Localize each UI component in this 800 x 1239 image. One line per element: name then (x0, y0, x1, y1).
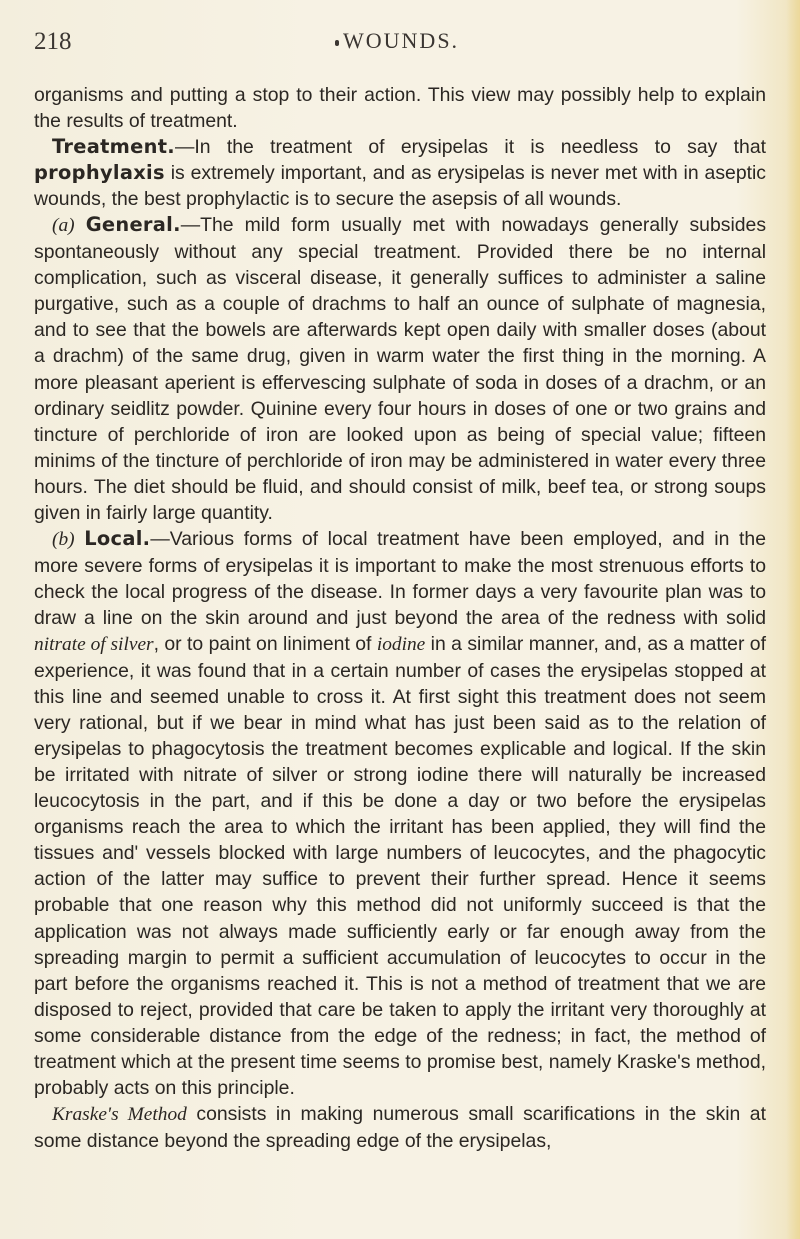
ink-speck (335, 40, 339, 46)
paragraph-kraske (34, 1101, 766, 1154)
subsection-label-b: (b) (52, 528, 75, 550)
page-number: 218 (34, 28, 72, 55)
subsection-heading-local: Local. (84, 526, 151, 550)
paragraph-text: organisms and putting a stop to their action. This view may possibly help to explain the results of treatment. (34, 84, 766, 133)
paragraph-text: consists in making numerous small scarifications in the skin at some distance beyond the spreading edge of the erysipelas, (34, 1102, 766, 1152)
paragraph-text: is extremely important, and as erysipelas is never met with in aseptic wounds, the best prophylactic is to secure the asepsis of all wounds. (34, 162, 766, 211)
paragraph-general (34, 212, 766, 526)
term-prophylaxis: prophylaxis (34, 161, 165, 185)
italic-term-iodine: iodine (376, 633, 426, 655)
paragraph-local (34, 526, 766, 1101)
paragraph-text: , or to paint on liniment of (153, 632, 377, 655)
paragraph-text: —The mild form usually met with nowadays generally subsides spontaneously without any special treatment. Provided there be no internal complication, such as visceral disease, it generally suffices to administer a saline purgative, such as a couple of drachms to half an ounce of sulphate of magnesia, and to see that the bowels are afterwards kept open daily with smaller doses (about a drachm) of the same drug, given in warm water the first thing in the morning. A more pleasant aperient is effervescing sulphate of soda in doses of a drachm, or an ordinary seidlitz powder. Quinine every four hours in doses of one or two grains and tincture of perchloride of iron are looked upon as being of special value; fifteen minims of the tincture of perchloride of iron may be administered in water every three hours. The diet should be fluid, and should consist of milk, beef tea, or strong soups given in fairly large quantity. (34, 214, 767, 524)
paragraph-text: in a similar manner, and, as a matter of experience, it was found that in a certain number of cases the erysipelas stopped at this line and seemed unable to cross it. At first sight this treatment does not seem very rational, but if we bear in mind what has just been said as to the relation of erysipelas to phagocytosis the treatment becomes explicable and logical. If the skin be irritated with nitrate of silver or strong iodine there will naturally be increased leucocytosis in the part, and if this be done a day or two before the erysipelas organisms reach the area to which the irritant has been applied, they will find the tissues and' vessels blocked with large numbers of leucocytes, and the phagocytic action of the latter may suffice to prevent their further spread. Hence it seems probable that one reason why this method did not uniformly succeed is that the application was not always made sufficiently early or far enough away from the spreading margin to permit a sufficient accumulation of leucocytes to occur in the part before the organisms reached it. This is not a method of treatment that we are disposed to reject, provided that care be taken to apply the irritant very thoroughly at some considerable distance from the edge of the redness; in fact, the method of treatment which at the present time seems to promise best, namely Kraske's method, probably acts on this principle. (34, 632, 766, 1099)
subsection-heading-general: General. (85, 213, 181, 237)
running-head: WOUNDS. (343, 28, 460, 53)
italic-heading-kraske-method: Kraske's Method (52, 1103, 187, 1125)
paragraph-treatment (34, 134, 766, 212)
italic-term-nitrate-of-silver: nitrate of silver (34, 633, 154, 655)
body-text (34, 82, 766, 1154)
page-header (34, 28, 766, 62)
page-edge-discoloration (786, 0, 800, 1239)
section-heading-treatment: Treatment. (52, 135, 175, 159)
paragraph-text: —In the treatment of erysipelas it is needless to say that (174, 136, 766, 159)
paragraph-text: —Various forms of local treatment have been employed, and in the more severe forms of erysipelas it is important to make the most strenuous efforts to check the local progress of the disease. In former days a very favourite plan was to draw a line on the skin around and just beyond the area of the redness with solid (34, 527, 766, 629)
paragraph-continuation (34, 82, 766, 134)
subsection-label-a: (a) (52, 215, 75, 237)
